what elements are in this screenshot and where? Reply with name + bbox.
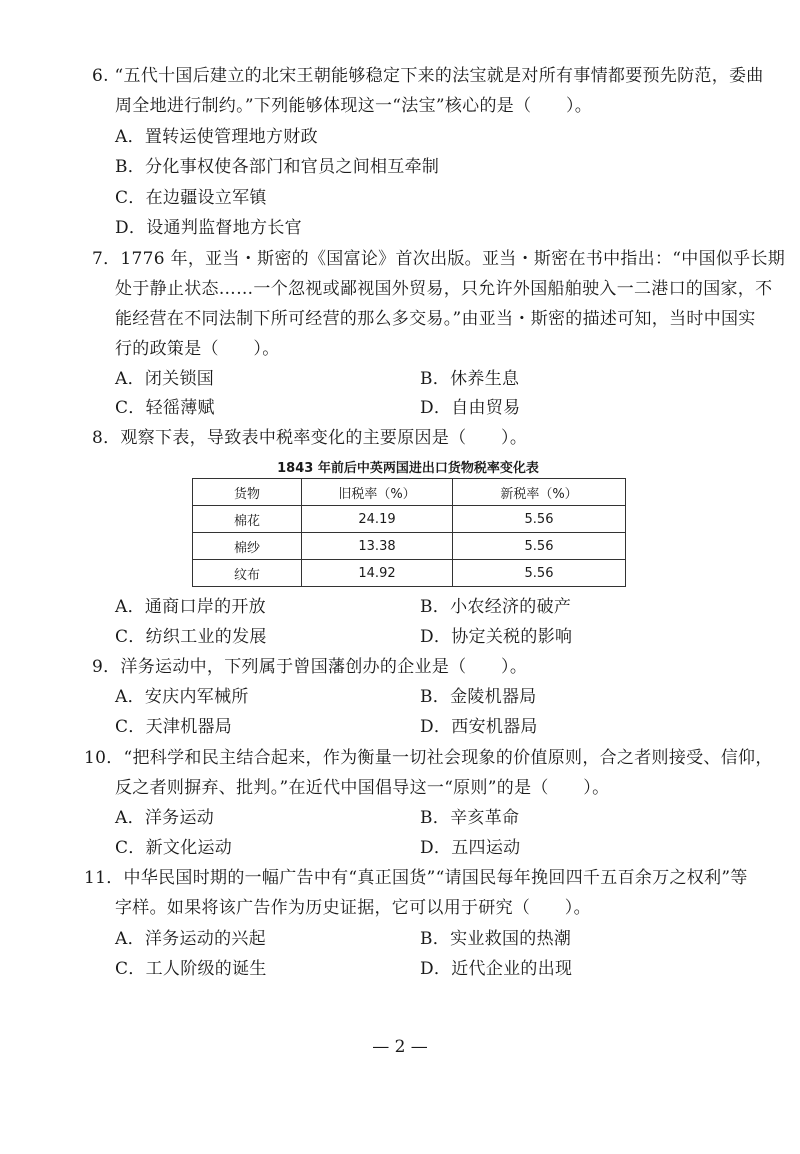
page-number: — 2 —: [372, 1037, 428, 1057]
question-11-line-1: 11．中华民国时期的一幅广告中有“真正国货”“请国民每年挽回四千五百余万之权利”等: [84, 868, 748, 888]
question-11-option-d: D．近代企业的出现: [420, 959, 573, 979]
question-7-option-c: C．轻徭薄赋: [115, 398, 215, 418]
question-6-option-c: C．在边疆设立军镇: [115, 188, 267, 208]
table-cell: 14.92: [302, 560, 453, 587]
question-7-option-b: B．休养生息: [420, 369, 520, 389]
question-10-option-c: C．新文化运动: [115, 838, 233, 858]
question-8-option-b: B．小农经济的破产: [420, 597, 572, 617]
question-8-option-c: C．纺织工业的发展: [115, 627, 267, 647]
table-row: [193, 560, 626, 587]
question-6-option-a: A．置转运使管理地方财政: [115, 127, 318, 147]
question-7-option-a: A．闭关锁国: [115, 369, 215, 389]
table-cell: 棉纱: [193, 533, 302, 560]
table-cell: 棉花: [193, 506, 302, 533]
table-header: 旧税率（%）: [302, 479, 453, 506]
table-cell: 24.19: [302, 506, 453, 533]
table-header: 新税率（%）: [453, 479, 626, 506]
question-10-option-b: B．辛亥革命: [420, 808, 520, 828]
question-11-option-c: C．工人阶级的诞生: [115, 959, 267, 979]
table-cell: 13.38: [302, 533, 453, 560]
question-6-line-1: 6. “五代十国后建立的北宋王朝能够稳定下来的法宝就是对所有事情都要预先防范，委曲: [92, 66, 764, 86]
table-cell: 纹布: [193, 560, 302, 587]
question-7-option-d: D．自由贸易: [420, 398, 521, 418]
question-10-option-d: D．五四运动: [420, 838, 521, 858]
table-header-row: [193, 479, 626, 506]
table-row: [193, 506, 626, 533]
question-9-option-b: B．金陵机器局: [420, 687, 537, 707]
question-9-line-1: 9．洋务运动中，下列属于曾国藩创办的企业是（ ）。: [92, 657, 528, 677]
table-cell: 5.56: [453, 506, 626, 533]
question-9-option-a: A．安庆内军械所: [115, 687, 249, 707]
question-7-line-2: 处于静止状态……一个忽视或鄙视国外贸易，只允许外国船舶驶入一二港口的国家，不: [115, 279, 773, 299]
question-8-option-a: A．通商口岸的开放: [115, 597, 266, 617]
table-header: 货物: [193, 479, 302, 506]
tax-rate-table: [192, 478, 626, 587]
table-cell: 5.56: [453, 560, 626, 587]
table-cell: 5.56: [453, 533, 626, 560]
question-11-option-b: B．实业救国的热潮: [420, 929, 572, 949]
question-6-option-b: B．分化事权使各部门和官员之间相互牵制: [115, 157, 440, 177]
table-title: 1843 年前后中英两国进出口货物税率变化表: [277, 461, 539, 476]
question-9-option-c: C．天津机器局: [115, 717, 233, 737]
question-10-line-1: 10．“把科学和民主结合起来，作为衡量一切社会现象的价值原则，合之者则接受、信仰，: [84, 748, 773, 768]
question-7-line-1: 7．1776 年，亚当・斯密的《国富论》首次出版。亚当・斯密在书中指出：“中国似乎长期: [92, 249, 786, 269]
question-10-option-a: A．洋务运动: [115, 808, 215, 828]
question-11-line-2: 字样。如果将该广告作为历史证据，它可以用于研究（ ）。: [115, 898, 591, 918]
question-11-option-a: A．洋务运动的兴起: [115, 929, 266, 949]
question-9-option-d: D．西安机器局: [420, 717, 538, 737]
question-7-line-4: 行的政策是（ ）。: [115, 339, 280, 359]
question-6-line-2: 周全地进行制约。”下列能够体现这一“法宝”核心的是（ ）。: [115, 96, 593, 116]
question-6-option-d: D．设通判监督地方长官: [115, 218, 302, 238]
question-10-line-2: 反之者则摒弃、批判。”在近代中国倡导这一“原则”的是（ ）。: [115, 778, 610, 798]
question-8-option-d: D．协定关税的影响: [420, 627, 573, 647]
table-row: [193, 533, 626, 560]
question-7-line-3: 能经营在不同法制下所可经营的那么多交易。”由亚当・斯密的描述可知，当时中国实: [115, 309, 756, 329]
question-8-line-1: 8．观察下表，导致表中税率变化的主要原因是（ ）。: [92, 428, 528, 448]
